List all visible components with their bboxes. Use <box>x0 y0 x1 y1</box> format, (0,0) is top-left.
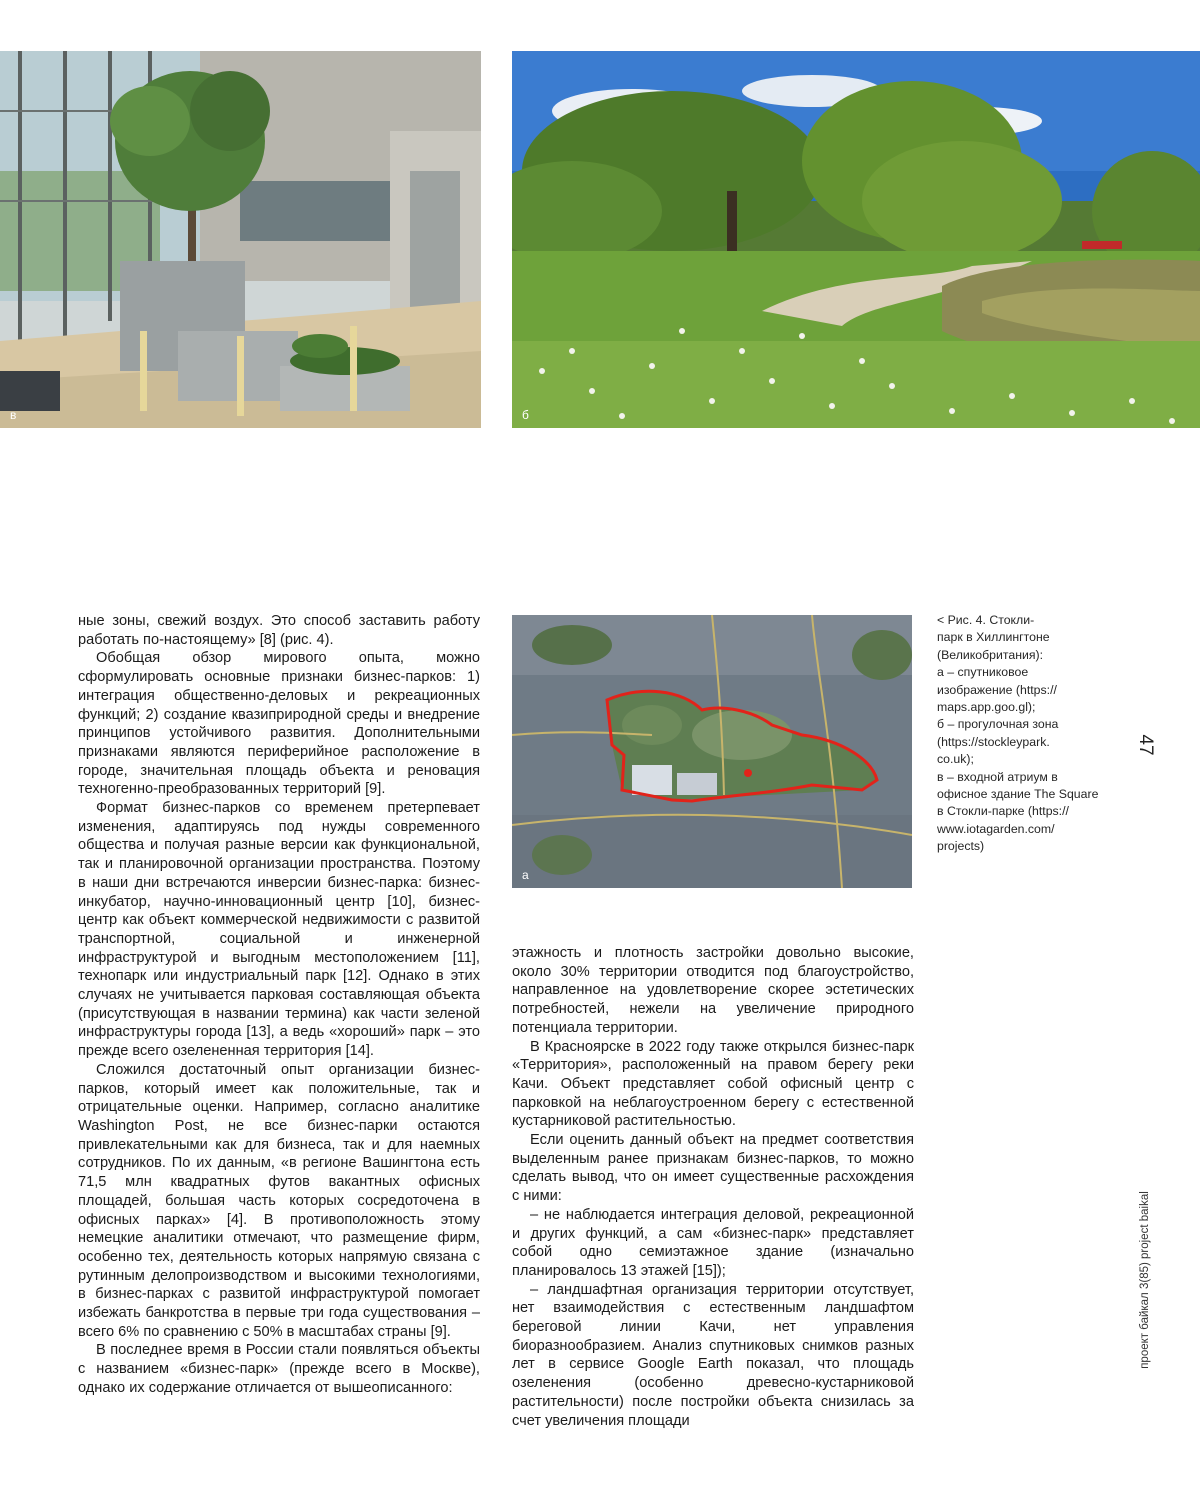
photo-promenade <box>512 51 1200 428</box>
satellite-map <box>512 615 912 888</box>
caption-line: (https://stockleypark. <box>937 734 1105 751</box>
list-item: – не наблюдается интеграция деловой, рекреационной и других функций, а сам «бизнес-парк» представляет собой одно семиэтажное здание (изначально планировалось 13 этажей [15]); <box>512 1206 914 1281</box>
caption-line: www.iotagarden.com/ <box>937 821 1105 838</box>
figure-label-v: в <box>10 408 16 422</box>
paragraph: Сложился достаточный опыт организации бизнес-парков, который имеет как положительные, так и отрицательные оценки. Например, согласно аналитике Washington Post, не все бизнес-парки остаются привлекательными как для бизнеса, так и для наемных сотрудников. По их данным, «в регионе Вашингтона есть 71,5 млн квадратных футов вакантных офисных площадей, большая часть которых сосредоточена в офисных парках» [4]. В противоположность этому немецкие аналитики отмечают, что размещение фирм, особенно тех, деятельность которых напрямую связана с рутинным делопроизводством и высокими технологиями, в бизнес-парках с развитой инфраструктурой помогает избежать банкротства в первые три года существования – всего 6% по сравнению с 50% в масштабах страны [9]. <box>78 1061 480 1342</box>
list-item: – ландшафтная организация территории отсутствует, нет взаимодействия с естественным ландшафтом береговой линии Качи, нет управления биоразнообразием. Анализ спутниковых снимков разных лет в сервисе Google Earth показал, что площадь озеленения (особенно древесно-кустарниковой растительности) после постройки объекта снизилась за счет увеличения площади <box>512 1281 914 1431</box>
paragraph: Обобщая обзор мирового опыта, можно сформулировать основные признаки бизнес-парков: 1) интеграция общественно-деловых и рекреационных функций; 2) создание квазиприродной среды и внедрение принципов устойчивого развития. Дополнительными признаками являются периферийное расположение в городе, значительная площадь объекта и реновация техногенно-преобразованных территорий [9]. <box>78 649 480 799</box>
figure-label-b: б <box>522 408 529 422</box>
promenade-illustration <box>512 51 1200 428</box>
figure-caption <box>937 612 1105 856</box>
caption-line: projects) <box>937 838 1105 855</box>
right-text-column <box>512 944 914 1430</box>
caption-line: а – спутниковое <box>937 664 1105 681</box>
satellite-illustration <box>512 615 912 888</box>
paragraph: Если оценить данный объект на предмет соответствия выделенным ранее признакам бизнес-парков, то можно сделать вывод, что он имеет существенные расхождения с ними: <box>512 1131 914 1206</box>
page-number: 47 <box>1134 725 1156 765</box>
caption-line: < Рис. 4. Стокли- <box>937 612 1105 629</box>
caption-line: maps.app.goo.gl); <box>937 699 1105 716</box>
caption-line: co.uk); <box>937 751 1105 768</box>
caption-line: парк в Хиллингтоне <box>937 629 1105 646</box>
caption-line: офисное здание The Square <box>937 786 1105 803</box>
paragraph: В Красноярске в 2022 году также открылся бизнес-парк «Территория», расположенный на правом берегу реки Качи. Объект представляет собой офисный центр с парковкой на неблагоустроенном берегу с естественной кустарниковой растительностью. <box>512 1038 914 1132</box>
caption-line: изображение (https:// <box>937 682 1105 699</box>
paragraph: ные зоны, свежий воздух. Это способ заставить работу работать по-настоящему» [8] (рис. 4). <box>78 612 480 649</box>
figure-label-a: а <box>522 868 529 882</box>
caption-line: в Стокли-парке (https:// <box>937 803 1105 820</box>
left-text-column <box>78 612 480 1398</box>
caption-line: б – прогулочная зона <box>937 716 1105 733</box>
paragraph: Формат бизнес-парков со временем претерпевает изменения, адаптируясь под нужды современного общества и получая разные версии как функциональной, так и планировочной организации пространства. Поэтому в наши дни встречаются инверсии бизнес-парка: бизнес-инкубатор, научно-инновационный центр [10], бизнес-центр как объект коммерческой недвижимости с развитой транспортной, социальной и инженерной инфраструктурой и выгодным местоположением [11], технопарк или индустриальный парк [12]. Однако в этих случаях не учитывается парковая составляющая объекта (присутствующая в названии термина) как части зеленой инфраструктуры города [13], а ведь «хороший» парк – это прежде всего озелененная территория [14]. <box>78 799 480 1061</box>
caption-line: (Великобритания): <box>937 647 1105 664</box>
paragraph: В последнее время в России стали появляться объекты с названием «бизнес-парк» (прежде всего в Москве), однако их содержание отличается от вышеописанного: <box>78 1341 480 1397</box>
atrium-illustration <box>0 51 481 428</box>
paragraph: этажность и плотность застройки довольно высокие, около 30% территории отводится под благоустройство, направленное на удовлетворение скорее эстетических потребностей, нежели на увеличение природного потенциала территории. <box>512 944 914 1038</box>
running-footer: проект байкал 3(85) project baikal <box>1137 1165 1153 1395</box>
photo-atrium <box>0 51 481 428</box>
caption-line: в – входной атриум в <box>937 769 1105 786</box>
